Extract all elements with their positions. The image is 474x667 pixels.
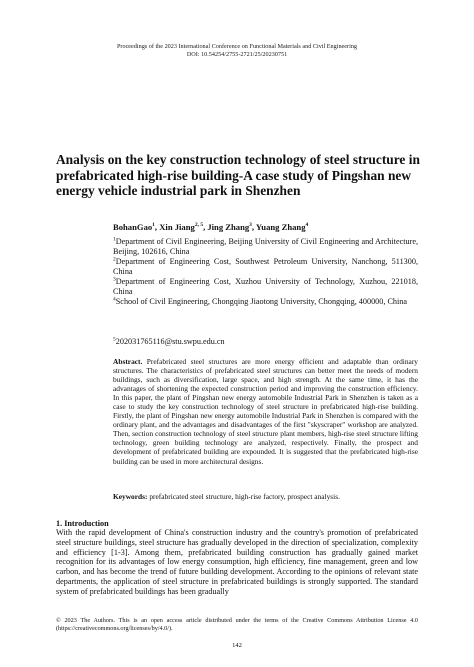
author-name: Xin Jiang bbox=[159, 222, 195, 232]
author-sup: 3 bbox=[249, 222, 252, 229]
section-heading: 1. Introduction bbox=[56, 519, 109, 528]
affiliation-sup: 1 bbox=[113, 236, 116, 243]
abstract-text: Prefabricated steel structures are more energy efficient and adaptable than ordinary structures. The characteristics of prefabricated steel structures can better meet the needs of modern buildings, such as diversification, large space, and high strength. At the same time, it has the advantages of shortening the expected construction period and improving the construction efficiency. In this paper, the plant of Pingshan new energy automobile Industrial Park in Shenzhen is taken as a case to study the key construction technology of steel structure in prefabricated high-rise building. Firstly, the plant of Pingshan new energy automobile Industrial Park in Shenzhen is compared with the ordinary plant, and the advantages and disadvantages of the first "skyscraper" workshop are analyzed. Then, section construction technology of steel structure plant members, high-rise steel structure lifting technology, green building technology are analyzed, respectively. Finally, the prospect and development of prefabricated building are expounded. It is suggested that the prefabricated high-rise building can be used in more architectural designs. bbox=[113, 357, 418, 466]
email-text[interactable]: 202031765116@stu.swpu.edu.cn bbox=[115, 337, 225, 346]
author-sup: 1 bbox=[152, 222, 155, 229]
email-sup: 5 bbox=[113, 336, 116, 343]
corresponding-email[interactable] bbox=[113, 337, 225, 346]
affiliation-text: Department of Engineering Cost, Southwest Petroleum University, Nanchong, 511300, China bbox=[113, 257, 418, 276]
header-doi: DOI: 10.54254/2755-2721/25/20230751 bbox=[186, 51, 288, 58]
affiliation-sup: 3 bbox=[113, 276, 116, 283]
affiliation-4 bbox=[113, 297, 418, 307]
author-sup: 4 bbox=[305, 222, 309, 229]
affiliation-2 bbox=[113, 257, 418, 277]
keywords-text: prefabricated steel structure, high-rise factory, prospect analysis. bbox=[149, 492, 340, 501]
copyright-notice: © 2023 The Authors. This is an open access article distributed under the terms of the Creative Commons Attribution License 4.0 (https://creativecommons.org/licenses/by/4.0/). bbox=[56, 617, 418, 632]
author-name: Yuang Zhang bbox=[255, 222, 306, 232]
page-number: 142 bbox=[232, 642, 242, 649]
affiliation-sup: 4 bbox=[113, 296, 116, 303]
affiliation-3 bbox=[113, 277, 418, 297]
keywords bbox=[113, 492, 418, 501]
affiliation-1 bbox=[113, 237, 418, 257]
abstract-label: Abstract. bbox=[113, 357, 143, 366]
author-list: BohanGao$^1$, Xin Jiang$^{2, 5}$, Jing Zhang$^3$, Yuang Zhang$^4$ bbox=[113, 222, 309, 232]
author-name: Jing Zhang bbox=[207, 222, 250, 232]
affiliation-text: School of Civil Engineering, Chongqing Jiaotong University, Chongqing, 400000, China bbox=[115, 297, 407, 306]
affiliation-sup: 2 bbox=[113, 256, 116, 263]
keywords-label: Keywords: bbox=[113, 492, 148, 501]
author-name: BohanGao bbox=[113, 222, 153, 232]
abstract bbox=[113, 357, 418, 466]
affiliation-text: Department of Civil Engineering, Beijing University of Civil Engineering and Architecture, Beijing, 102616, China bbox=[113, 237, 418, 256]
section-body: With the rapid development of China's construction industry and the country's promotion of prefabricated steel structure buildings, steel structure has gradually developed in the direction of specialization, complexity and efficiency [1-3]. Among them, prefabricated building construction has gradually gained market recognition for its advantages of low energy consumption, high efficiency, fine management, green and low carbon, and has become the trend of future building development. According to the opinions of relevant state departments, the application of steel structure in prefabricated buildings is strongly supported. The standard system of prefabricated buildings has been gradually bbox=[56, 528, 418, 596]
header-proceedings: Proceedings of the 2023 International Conference on Functional Materials and Civil Engineering bbox=[116, 43, 358, 50]
paper-title: Analysis on the key construction technology of steel structure in prefabricated high-rise building-A case study of Pingshan new energy vehicle industrial park in Shenzhen bbox=[56, 152, 420, 199]
author-sup: 2, 5 bbox=[194, 222, 204, 229]
affiliation-text: Department of Engineering Cost, Xuzhou University of Technology, Xuzhou, 221018, China bbox=[113, 277, 418, 296]
